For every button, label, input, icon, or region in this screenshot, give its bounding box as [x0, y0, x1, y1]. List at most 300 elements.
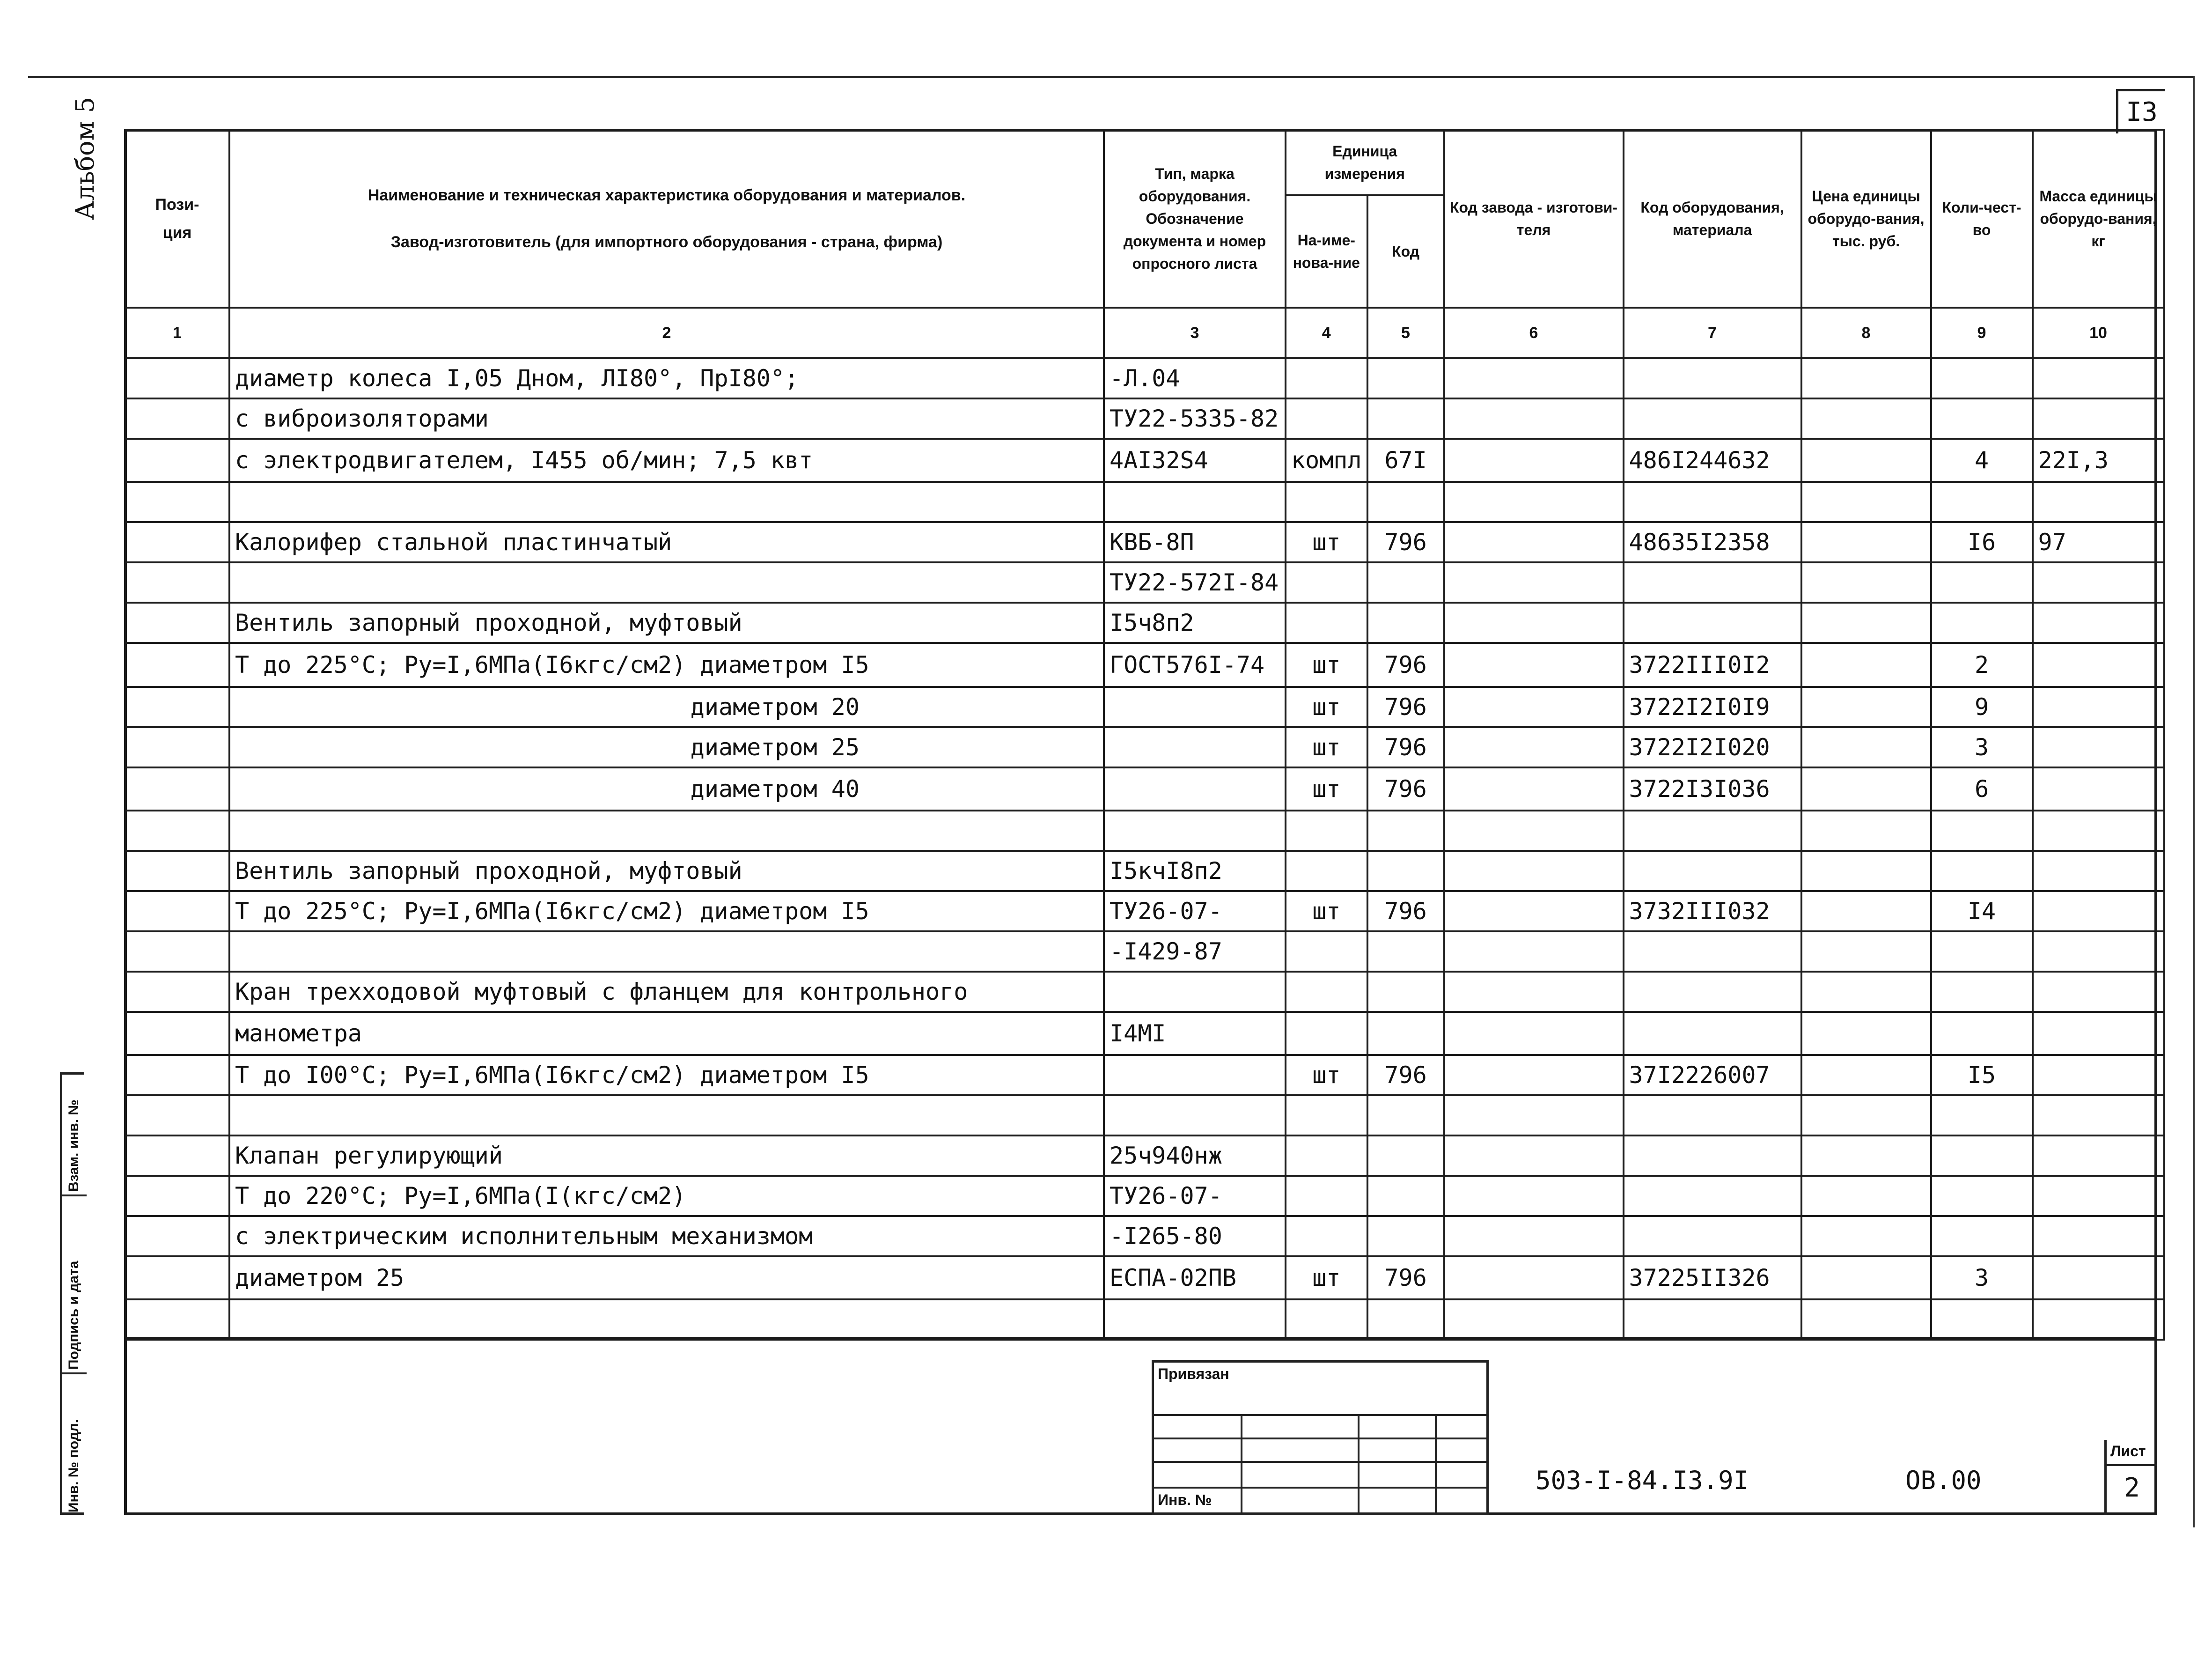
cell-qty: 6: [1931, 767, 2033, 811]
cell-pos: [125, 767, 229, 811]
header-position: Пози- ция: [125, 130, 229, 308]
cell-factory: [1444, 687, 1624, 727]
cell-unit: компл: [1286, 439, 1367, 482]
cell-qty: [1931, 1176, 2033, 1216]
table-row: [125, 811, 2164, 851]
table-row: [125, 727, 2164, 767]
cell-factory: [1444, 1299, 1624, 1340]
cell-code: [1624, 811, 1801, 851]
cell-mass: [2033, 1012, 2164, 1055]
header-mass: Масса единицы оборудо-вания, кг: [2033, 130, 2164, 308]
cell-qty: [1931, 1095, 2033, 1135]
cell-qty: [1931, 1216, 2033, 1256]
cell-price: [1801, 1095, 1931, 1135]
cell-price: [1801, 1256, 1931, 1299]
cell-factory: [1444, 643, 1624, 687]
cell-code: [1624, 398, 1801, 439]
cell-qty: I5: [1931, 1055, 2033, 1095]
cell-factory: [1444, 972, 1624, 1012]
col-number: 3: [1104, 308, 1286, 358]
cell-mass: [2033, 562, 2164, 603]
cell-factory: [1444, 1095, 1624, 1135]
document-number: 503-I-84.I3.9I: [1536, 1466, 1749, 1495]
cell-ucode: 796: [1367, 767, 1444, 811]
cell-mass: [2033, 398, 2164, 439]
cell-mass: 22I,3: [2033, 439, 2164, 482]
cell-name: диаметром 25: [229, 727, 1104, 767]
cell-type: -I429-87: [1104, 931, 1286, 972]
cell-ucode: 796: [1367, 687, 1444, 727]
cell-qty: 4: [1931, 439, 2033, 482]
cell-price: [1801, 687, 1931, 727]
cell-code: [1624, 931, 1801, 972]
side-cell-inv: [62, 1374, 87, 1517]
cell-type: ТУ22-5335-82: [1104, 398, 1286, 439]
cell-name: манометра: [229, 1012, 1104, 1055]
cell-mass: [2033, 603, 2164, 643]
cell-qty: 9: [1931, 687, 2033, 727]
cell-qty: [1931, 1012, 2033, 1055]
cell-pos: [125, 439, 229, 482]
cell-unit: шт: [1286, 1055, 1367, 1095]
cell-type: [1104, 727, 1286, 767]
cell-mass: [2033, 1216, 2164, 1256]
column-numbers-row: [125, 308, 2164, 358]
table-row: [125, 972, 2164, 1012]
cell-type: -I265-80: [1104, 1216, 1286, 1256]
cell-unit: [1286, 1299, 1367, 1340]
cell-factory: [1444, 439, 1624, 482]
cell-unit: шт: [1286, 1256, 1367, 1299]
cell-code: 37I2226007: [1624, 1055, 1801, 1095]
side-cell-replace: [62, 1075, 87, 1196]
cell-name: Т до 225°С; Ру=I,6МПа(I6кгс/см2) диаметром I5: [229, 891, 1104, 931]
col-number: 7: [1624, 308, 1801, 358]
cell-name: с электродвигателем, I455 об/мин; 7,5 квт: [229, 439, 1104, 482]
table-row: [125, 1299, 2164, 1340]
cell-ucode: [1367, 851, 1444, 891]
cell-pos: [125, 358, 229, 398]
cell-unit: [1286, 482, 1367, 522]
cell-price: [1801, 398, 1931, 439]
cell-pos: [125, 522, 229, 562]
cell-qty: I4: [1931, 891, 2033, 931]
cell-type: [1104, 972, 1286, 1012]
header-type: Тип, марка оборудования. Обозначение документа и номер опросного листа: [1104, 130, 1286, 308]
cell-name: с электрическим исполнительным механизмом: [229, 1216, 1104, 1256]
cell-type: КВБ-8П: [1104, 522, 1286, 562]
cell-unit: [1286, 358, 1367, 398]
cell-price: [1801, 767, 1931, 811]
cell-qty: 3: [1931, 727, 2033, 767]
side-label-replace: Взам. инв. №: [66, 1099, 81, 1192]
cell-name: [229, 562, 1104, 603]
sheet-corner-number: I3: [2116, 89, 2165, 133]
table-row: [125, 1055, 2164, 1095]
cell-unit: [1286, 398, 1367, 439]
cell-unit: [1286, 1135, 1367, 1176]
cell-factory: [1444, 603, 1624, 643]
cell-unit: [1286, 1176, 1367, 1216]
cell-unit: [1286, 851, 1367, 891]
cell-name: диаметром 40: [229, 767, 1104, 811]
cell-type: ТУ22-572I-84: [1104, 562, 1286, 603]
cell-factory: [1444, 398, 1624, 439]
header-unit-group: Единица измерения: [1286, 130, 1444, 195]
cell-pos: [125, 972, 229, 1012]
header-equipment-code: Код оборудования, материала: [1624, 130, 1801, 308]
cell-factory: [1444, 767, 1624, 811]
col-number: 8: [1801, 308, 1931, 358]
cell-pos: [125, 931, 229, 972]
cell-factory: [1444, 1176, 1624, 1216]
cell-price: [1801, 482, 1931, 522]
cell-mass: [2033, 1299, 2164, 1340]
cell-factory: [1444, 1012, 1624, 1055]
cell-qty: [1931, 1135, 2033, 1176]
table-row: [125, 931, 2164, 972]
binding-stamp: [1152, 1360, 1489, 1515]
cell-mass: [2033, 931, 2164, 972]
cell-ucode: [1367, 1299, 1444, 1340]
header-quantity: Коли-чест-во: [1931, 130, 2033, 308]
cell-name: [229, 482, 1104, 522]
cell-mass: [2033, 851, 2164, 891]
cell-mass: 97: [2033, 522, 2164, 562]
col-number: 1: [125, 308, 229, 358]
cell-code: [1624, 851, 1801, 891]
table-row: [125, 562, 2164, 603]
table-row: [125, 603, 2164, 643]
cell-name: [229, 1299, 1104, 1340]
cell-mass: [2033, 811, 2164, 851]
cell-name: Клапан регулирующий: [229, 1135, 1104, 1176]
cell-type: ТУ26-07-: [1104, 1176, 1286, 1216]
cell-unit: [1286, 1216, 1367, 1256]
cell-price: [1801, 439, 1931, 482]
cell-ucode: 67I: [1367, 439, 1444, 482]
table-row: [125, 851, 2164, 891]
cell-price: [1801, 931, 1931, 972]
cell-pos: [125, 687, 229, 727]
cell-code: 37225II326: [1624, 1256, 1801, 1299]
cell-code: 3722I3I036: [1624, 767, 1801, 811]
cell-name: диаметр колеса I,05 Дном, ЛI80°, ПрI80°;: [229, 358, 1104, 398]
cell-mass: [2033, 1095, 2164, 1135]
cell-name: диаметром 20: [229, 687, 1104, 727]
cell-name: Калорифер стальной пластинчатый: [229, 522, 1104, 562]
cell-mass: [2033, 1135, 2164, 1176]
cell-qty: [1931, 1299, 2033, 1340]
cell-ucode: 796: [1367, 1256, 1444, 1299]
cell-name: с виброизоляторами: [229, 398, 1104, 439]
cell-type: [1104, 1299, 1286, 1340]
cell-unit: шт: [1286, 767, 1367, 811]
top-rule: [28, 76, 2193, 78]
cell-ucode: [1367, 1012, 1444, 1055]
cell-pos: [125, 1012, 229, 1055]
specification-table: [124, 129, 2165, 1341]
cell-factory: [1444, 891, 1624, 931]
cell-ucode: [1367, 1216, 1444, 1256]
table-row: [125, 1216, 2164, 1256]
cell-qty: [1931, 931, 2033, 972]
cell-unit: [1286, 1012, 1367, 1055]
stamp-bound-label: Привязан: [1158, 1365, 1229, 1382]
cell-qty: [1931, 811, 2033, 851]
cell-price: [1801, 643, 1931, 687]
cell-unit: шт: [1286, 727, 1367, 767]
cell-qty: [1931, 972, 2033, 1012]
cell-pos: [125, 811, 229, 851]
cell-price: [1801, 562, 1931, 603]
cell-factory: [1444, 1216, 1624, 1256]
table-row: [125, 398, 2164, 439]
cell-pos: [125, 398, 229, 439]
cell-unit: [1286, 811, 1367, 851]
cell-pos: [125, 1135, 229, 1176]
col-number: 5: [1367, 308, 1444, 358]
header-name: Наименование и техническая характеристика оборудования и материалов. Завод-изготовитель (для импортного оборудования - страна, фирма): [229, 130, 1104, 308]
cell-mass: [2033, 727, 2164, 767]
cell-qty: [1931, 562, 2033, 603]
table-row: [125, 358, 2164, 398]
cell-name: [229, 931, 1104, 972]
cell-type: I4МI: [1104, 1012, 1286, 1055]
col-number: 9: [1931, 308, 2033, 358]
cell-factory: [1444, 522, 1624, 562]
cell-mass: [2033, 482, 2164, 522]
table-row: [125, 1095, 2164, 1135]
cell-qty: [1931, 603, 2033, 643]
cell-ucode: [1367, 972, 1444, 1012]
cell-mass: [2033, 687, 2164, 727]
cell-code: [1624, 1012, 1801, 1055]
cell-type: I5кчI8п2: [1104, 851, 1286, 891]
table-bottom-rule: [124, 1337, 2157, 1339]
cell-qty: I6: [1931, 522, 2033, 562]
cell-factory: [1444, 811, 1624, 851]
table-row: [125, 891, 2164, 931]
cell-unit: [1286, 603, 1367, 643]
cell-unit: шт: [1286, 643, 1367, 687]
cell-code: [1624, 1216, 1801, 1256]
cell-ucode: [1367, 398, 1444, 439]
cell-price: [1801, 972, 1931, 1012]
cell-ucode: [1367, 1135, 1444, 1176]
cell-mass: [2033, 972, 2164, 1012]
cell-code: 48635I2358: [1624, 522, 1801, 562]
cell-mass: [2033, 1176, 2164, 1216]
cell-qty: 2: [1931, 643, 2033, 687]
header-price: Цена единицы оборудо-вания, тыс. руб.: [1801, 130, 1931, 308]
cell-factory: [1444, 851, 1624, 891]
cell-ucode: [1367, 358, 1444, 398]
table-row: [125, 439, 2164, 482]
header-unit-code: Код: [1367, 195, 1444, 308]
cell-type: [1104, 811, 1286, 851]
document-code: ОВ.00: [1905, 1466, 1982, 1495]
cell-code: [1624, 358, 1801, 398]
cell-type: [1104, 482, 1286, 522]
cell-name: Вентиль запорный проходной, муфтовый: [229, 603, 1104, 643]
cell-type: I5ч8п2: [1104, 603, 1286, 643]
cell-code: [1624, 1299, 1801, 1340]
cell-price: [1801, 1012, 1931, 1055]
side-stamp: [60, 1072, 84, 1515]
cell-price: [1801, 1176, 1931, 1216]
cell-price: [1801, 1216, 1931, 1256]
cell-pos: [125, 1055, 229, 1095]
cell-type: ГОСТ576I-74: [1104, 643, 1286, 687]
cell-price: [1801, 603, 1931, 643]
cell-unit: шт: [1286, 891, 1367, 931]
cell-price: [1801, 358, 1931, 398]
cell-name: [229, 1095, 1104, 1135]
cell-factory: [1444, 1055, 1624, 1095]
cell-code: [1624, 562, 1801, 603]
cell-pos: [125, 1176, 229, 1216]
cell-price: [1801, 891, 1931, 931]
cell-pos: [125, 851, 229, 891]
cell-ucode: [1367, 603, 1444, 643]
side-label-inv: Инв. № подл.: [66, 1419, 81, 1512]
cell-code: [1624, 1135, 1801, 1176]
cell-unit: [1286, 1095, 1367, 1135]
cell-qty: 3: [1931, 1256, 2033, 1299]
cell-factory: [1444, 482, 1624, 522]
cell-type: -Л.04: [1104, 358, 1286, 398]
table-row: [125, 1135, 2164, 1176]
cell-price: [1801, 811, 1931, 851]
cell-pos: [125, 1299, 229, 1340]
cell-factory: [1444, 562, 1624, 603]
cell-pos: [125, 727, 229, 767]
sheet-number: 2: [2124, 1473, 2140, 1503]
cell-ucode: [1367, 931, 1444, 972]
cell-mass: [2033, 1055, 2164, 1095]
cell-type: [1104, 1055, 1286, 1095]
table-row: [125, 1012, 2164, 1055]
cell-pos: [125, 482, 229, 522]
cell-name: Вентиль запорный проходной, муфтовый: [229, 851, 1104, 891]
cell-mass: [2033, 767, 2164, 811]
cell-code: 3722III0I2: [1624, 643, 1801, 687]
cell-ucode: [1367, 1095, 1444, 1135]
cell-pos: [125, 1095, 229, 1135]
cell-name: Т до 220°С; Ру=I,6МПа(I(кгс/см2): [229, 1176, 1104, 1216]
table-row: [125, 1176, 2164, 1216]
cell-qty: [1931, 482, 2033, 522]
cell-unit: [1286, 562, 1367, 603]
cell-type: 25ч940нж: [1104, 1135, 1286, 1176]
cell-type: [1104, 687, 1286, 727]
cell-code: [1624, 603, 1801, 643]
cell-price: [1801, 727, 1931, 767]
table-row: [125, 687, 2164, 727]
cell-pos: [125, 1256, 229, 1299]
cell-pos: [125, 891, 229, 931]
side-label-sign: Подпись и дата: [66, 1261, 81, 1370]
cell-price: [1801, 522, 1931, 562]
col-number: 10: [2033, 308, 2164, 358]
cell-price: [1801, 851, 1931, 891]
cell-code: [1624, 1095, 1801, 1135]
cell-ucode: [1367, 811, 1444, 851]
header-factory-code: Код завода - изготови-теля: [1444, 130, 1624, 308]
cell-qty: [1931, 358, 2033, 398]
cell-mass: [2033, 643, 2164, 687]
cell-factory: [1444, 727, 1624, 767]
cell-price: [1801, 1299, 1931, 1340]
cell-type: ТУ26-07-: [1104, 891, 1286, 931]
cell-pos: [125, 562, 229, 603]
cell-pos: [125, 643, 229, 687]
cell-qty: [1931, 398, 2033, 439]
stamp-inv-label: Инв. №: [1158, 1491, 1212, 1508]
cell-name: Т до I00°С; Ру=I,6МПа(I6кгс/см2) диаметром I5: [229, 1055, 1104, 1095]
cell-ucode: 796: [1367, 643, 1444, 687]
cell-mass: [2033, 1256, 2164, 1299]
table-row: [125, 767, 2164, 811]
cell-code: 3722I2I020: [1624, 727, 1801, 767]
col-number: 4: [1286, 308, 1367, 358]
cell-type: 4АI32S4: [1104, 439, 1286, 482]
cell-code: 486I244632: [1624, 439, 1801, 482]
cell-name: [229, 811, 1104, 851]
cell-pos: [125, 603, 229, 643]
sheet-box: [2104, 1440, 2157, 1515]
cell-ucode: 796: [1367, 891, 1444, 931]
cell-type: ЕСПА-02ПВ: [1104, 1256, 1286, 1299]
cell-ucode: 796: [1367, 1055, 1444, 1095]
cell-ucode: [1367, 562, 1444, 603]
cell-factory: [1444, 1256, 1624, 1299]
cell-mass: [2033, 358, 2164, 398]
cell-name: Т до 225°С; Ру=I,6МПа(I6кгс/см2) диаметром I5: [229, 643, 1104, 687]
cell-ucode: [1367, 482, 1444, 522]
cell-code: 3732III032: [1624, 891, 1801, 931]
cell-unit: [1286, 972, 1367, 1012]
cell-factory: [1444, 358, 1624, 398]
cell-type: [1104, 767, 1286, 811]
cell-factory: [1444, 1135, 1624, 1176]
cell-price: [1801, 1055, 1931, 1095]
cell-code: 3722I2I0I9: [1624, 687, 1801, 727]
cell-code: [1624, 1176, 1801, 1216]
cell-mass: [2033, 891, 2164, 931]
cell-code: [1624, 482, 1801, 522]
cell-code: [1624, 972, 1801, 1012]
cell-name: диаметром 25: [229, 1256, 1104, 1299]
cell-name: Кран трехходовой муфтовый с фланцем для контрольного: [229, 972, 1104, 1012]
table-row: [125, 522, 2164, 562]
cell-unit: шт: [1286, 687, 1367, 727]
cell-qty: [1931, 851, 2033, 891]
header-unit-name: На-име-нова-ние: [1286, 195, 1367, 308]
album-label: Альбом 5: [70, 96, 100, 220]
cell-pos: [125, 1216, 229, 1256]
table-row: [125, 643, 2164, 687]
col-number: 6: [1444, 308, 1624, 358]
side-cell-sign: [62, 1196, 87, 1374]
cell-ucode: 796: [1367, 522, 1444, 562]
cell-unit: шт: [1286, 522, 1367, 562]
cell-price: [1801, 1135, 1931, 1176]
table-row: [125, 1256, 2164, 1299]
cell-factory: [1444, 931, 1624, 972]
col-number: 2: [229, 308, 1104, 358]
